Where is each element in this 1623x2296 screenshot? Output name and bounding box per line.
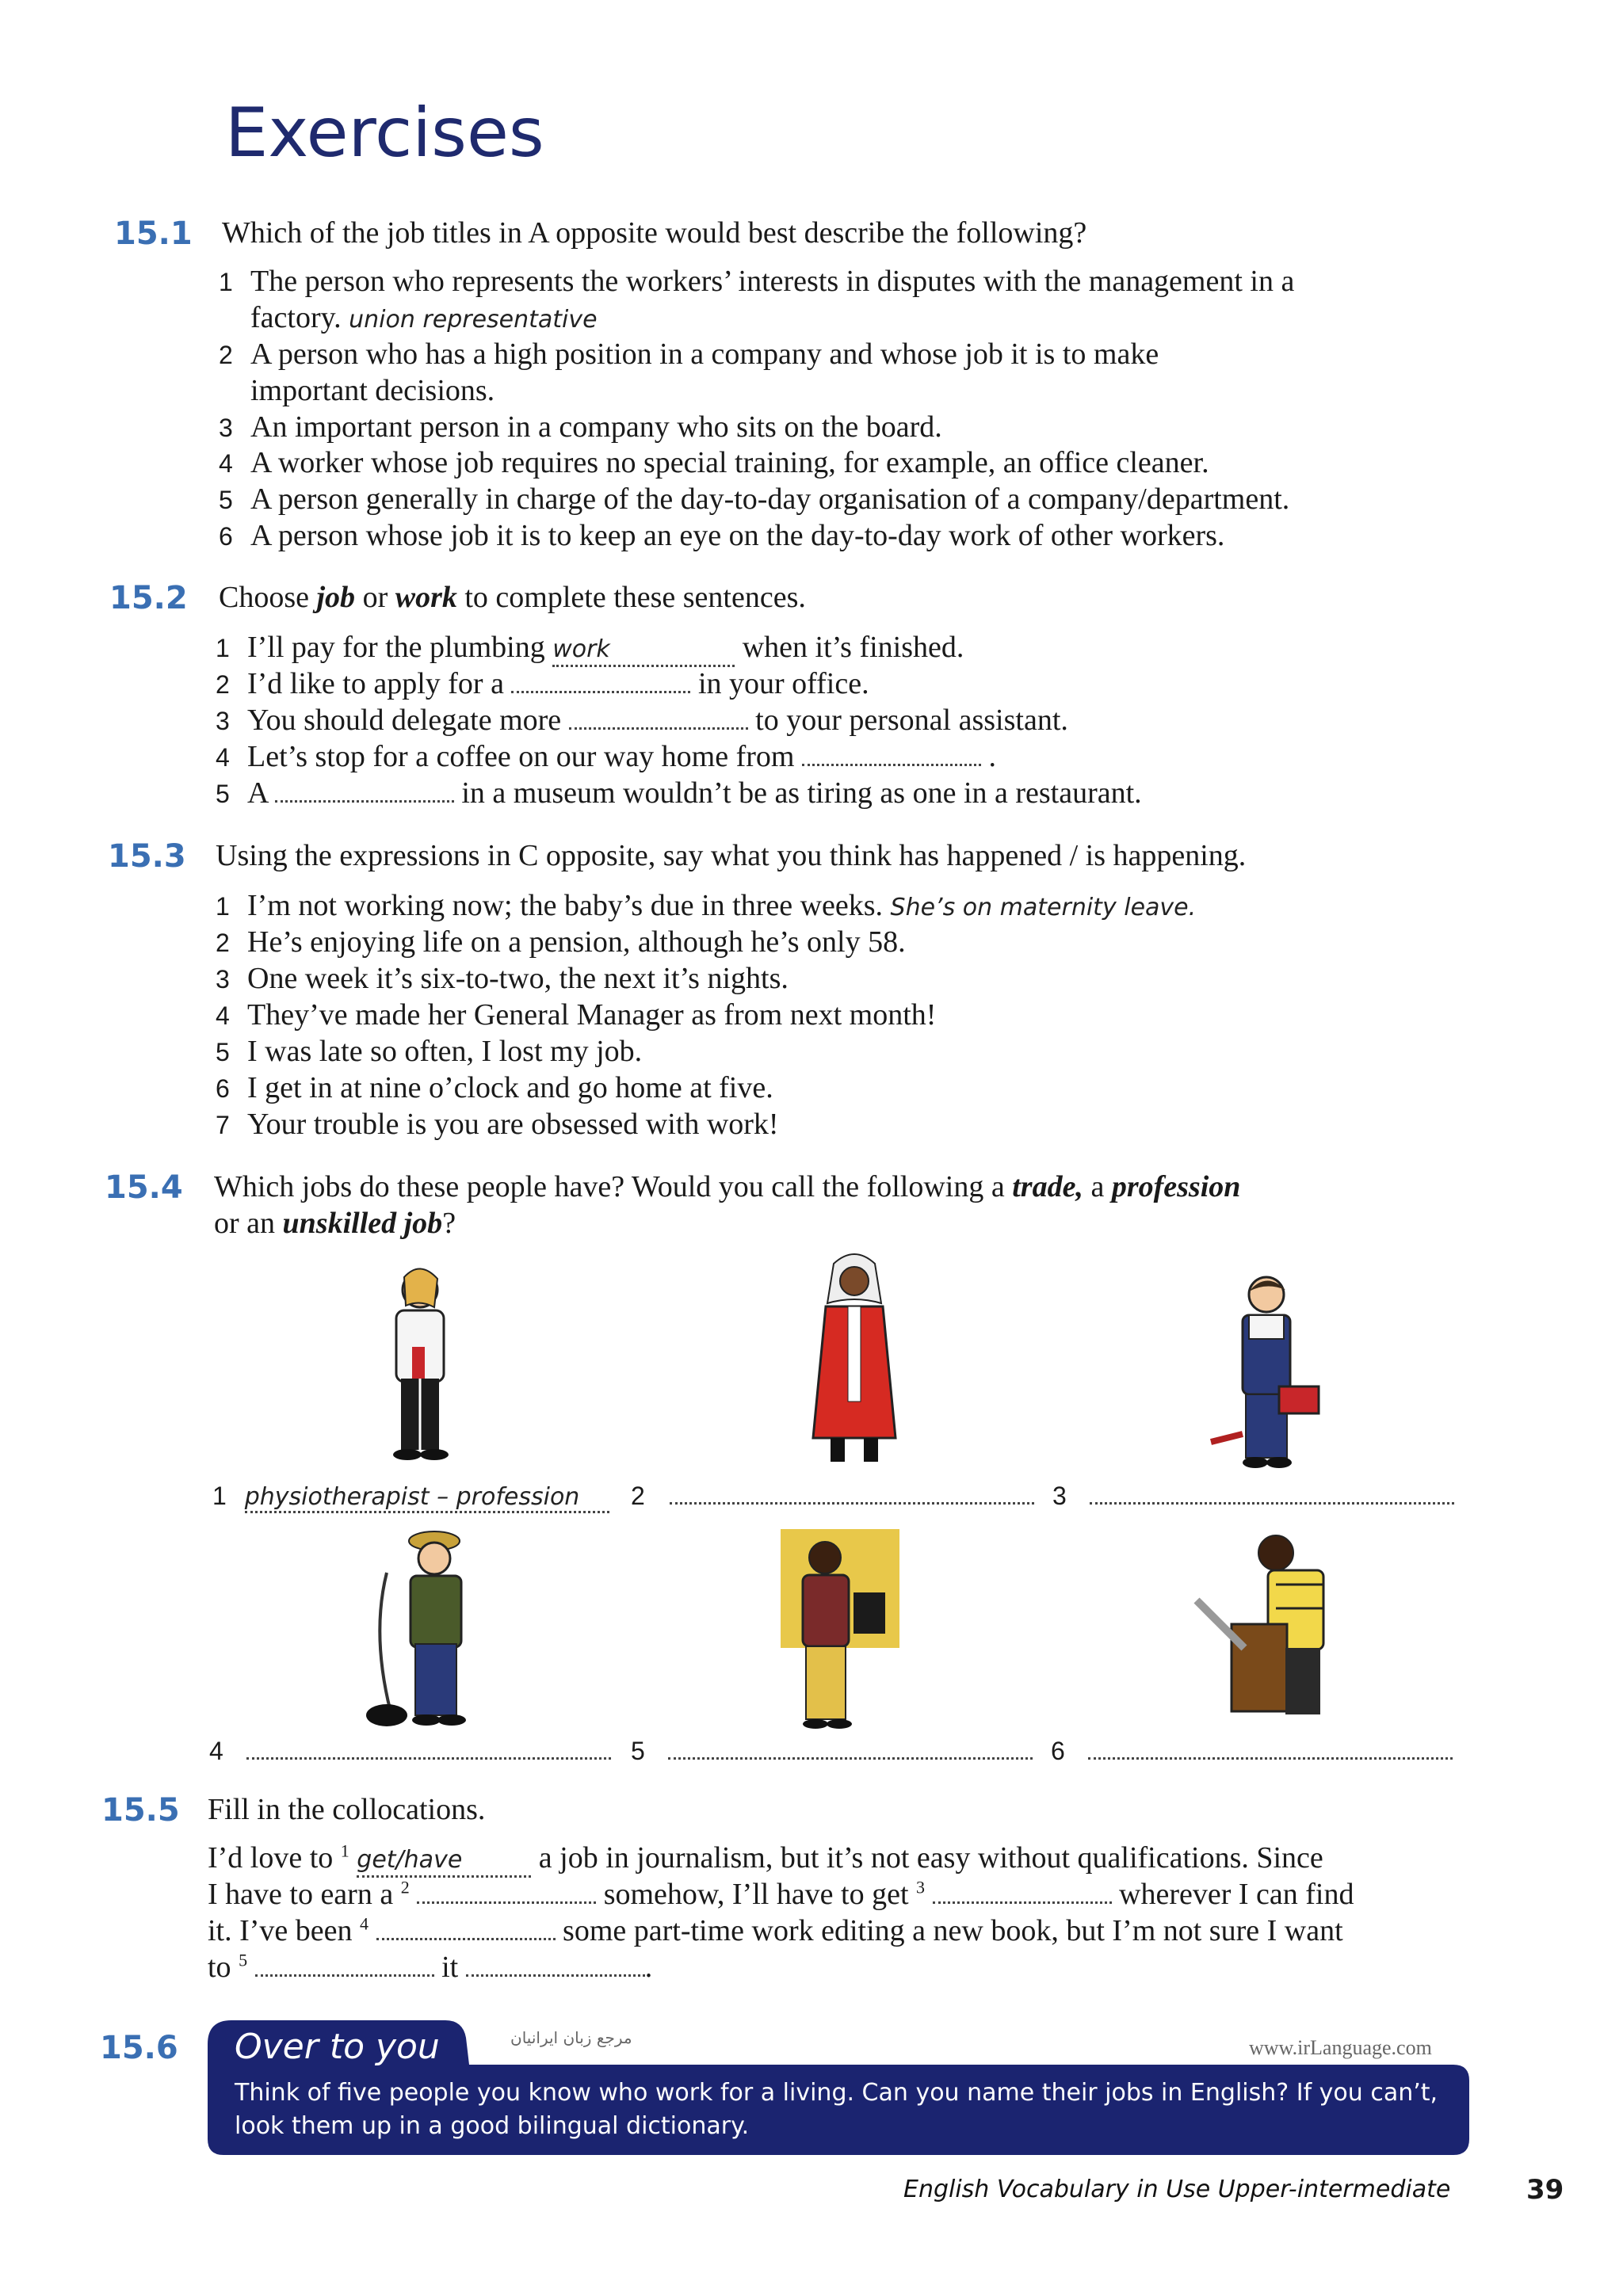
list-item: 6 I get in at nine o’clock and go home at five. [216,1071,773,1104]
exercise-number: 15.6 [100,2030,178,2066]
exercise-instruction: Using the expressions in C opposite, say what you think has happened / is happening. [216,839,1247,872]
exercise-number: 15.4 [105,1169,183,1206]
paragraph-line: I have to earn a $^2$ somehow, I’ll have to get $^3$ wherever I can find [208,1877,1354,1911]
answer-blank[interactable] [275,780,454,803]
handwritten-answer: union representative [349,306,598,334]
carpenter-illustration [1189,1529,1347,1727]
judge-illustration [799,1248,910,1470]
answer-blank[interactable] [1090,1486,1454,1505]
picture-label: 3 [1052,1482,1454,1511]
answer-blank[interactable] [245,1482,609,1513]
answer-blank[interactable] [246,1741,611,1760]
paragraph-line: to $^5$ it . [208,1950,653,1984]
answer-blank[interactable] [1088,1741,1453,1760]
list-item-continued: factory. union representative [250,301,598,334]
list-item: 1 I’ll pay for the plumbing work when it’s finished. [216,630,964,667]
handwritten-answer: get/have [357,1846,463,1874]
answer-blank[interactable] [357,1840,531,1878]
exercise-number: 15.1 [114,215,193,252]
picture-label: 6 [1051,1737,1453,1766]
list-item: 5 A in a museum wouldn’t be as tiring as one in a restaurant. [216,776,1142,810]
answer-blank[interactable] [552,630,735,667]
page-number: 39 [1526,2174,1564,2206]
list-item: 1 I’m not working now; the baby’s due in three weeks. She’s on maternity leave. [216,889,1197,922]
list-item: 2 He’s enjoying life on a pension, although he’s only 58. [216,925,906,959]
picture-label: 2 [631,1482,1034,1511]
list-item: 3 One week it’s six-to-two, the next it’s nights. [216,962,789,995]
list-item: 3 You should delegate more to your personal assistant. [216,704,1068,737]
exercise-number: 15.3 [108,838,186,875]
answer-blank[interactable] [802,743,981,766]
list-item: 4 Let’s stop for a coffee on our way home from . [216,740,996,773]
exercise-instruction: Fill in the collocations. [208,1793,486,1826]
book-title: English Vocabulary in Use Upper-intermediate [903,2176,1451,2203]
over-to-you-text: Think of five people you know who work for a living. Can you name their jobs in English? If you can’t, [235,2079,1438,2107]
exercise-instruction: Which of the job titles in A opposite would best describe the following? [222,216,1087,250]
list-item: 2 I’d like to apply for a in your office. [216,667,869,700]
picture-label: 4 [209,1737,611,1766]
list-item: 2 A person who has a high position in a company and whose job it is to make [219,338,1159,371]
answer-blank[interactable] [670,1486,1034,1505]
farmer-illustration [355,1525,498,1731]
answer-blank[interactable] [255,1954,434,1977]
picture-label: 1 physiotherapist – profession [212,1482,609,1513]
handwritten-answer: She’s on maternity leave. [890,894,1197,921]
answer-blank[interactable] [466,1954,645,1977]
handwritten-answer: physiotherapist – profession [244,1483,580,1511]
lecturer-illustration [781,1529,907,1735]
exercise-instruction-continued: or an unskilled job? [214,1207,456,1240]
list-item: 5 I was late so often, I lost my job. [216,1035,643,1068]
exercise-instruction: Choose job or work to complete these sentences. [219,581,806,614]
list-item-continued: important decisions. [250,374,495,407]
list-item: 5 A person generally in charge of the day-to-day organisation of a company/department. [219,482,1290,516]
paragraph-line: I’d love to $^1$ get/have a job in journalism, but it’s not easy without qualifications. Since [208,1840,1323,1878]
over-to-you-box [208,2020,1469,2155]
answer-blank[interactable] [376,1917,556,1940]
list-item: 1 The person who represents the workers’ interests in disputes with the management in a [219,265,1295,298]
answer-blank[interactable] [511,670,690,693]
answer-blank[interactable] [933,1881,1112,1904]
exercise-instruction: Which jobs do these people have? Would you call the following a trade, a profession [214,1170,1241,1203]
over-to-you-text: look them up in a good bilingual dictionary. [235,2112,750,2140]
list-item: 4 They’ve made her General Manager as from next month! [216,998,937,1032]
plumber-illustration [1203,1268,1330,1474]
site-watermark: www.irLanguage.com [1249,2036,1432,2059]
over-to-you-heading: Over to you [235,2027,440,2067]
answer-blank[interactable] [417,1881,596,1904]
physiotherapist-illustration [365,1260,475,1466]
list-item: 6 A person whose job it is to keep an eye on the day-to-day work of other workers. [219,519,1225,552]
list-item: 3 An important person in a company who sits on the board. [219,410,942,444]
answer-blank[interactable] [668,1741,1033,1760]
exercise-number: 15.2 [109,580,188,616]
picture-label: 5 [631,1737,1033,1766]
list-item: 4 A worker whose job requires no special training, for example, an office cleaner. [219,446,1209,479]
list-item: 7 Your trouble is you are obsessed with work! [216,1108,779,1141]
paragraph-line: it. I’ve been $^4$ some part-time work editing a new book, but I’m not sure I want [208,1913,1343,1947]
exercise-number: 15.5 [101,1792,180,1829]
persian-watermark: مرجع زبان ایرانیان [510,2028,632,2047]
answer-blank[interactable] [569,707,748,730]
page-title: Exercises [225,93,544,173]
handwritten-answer: work [552,635,610,663]
